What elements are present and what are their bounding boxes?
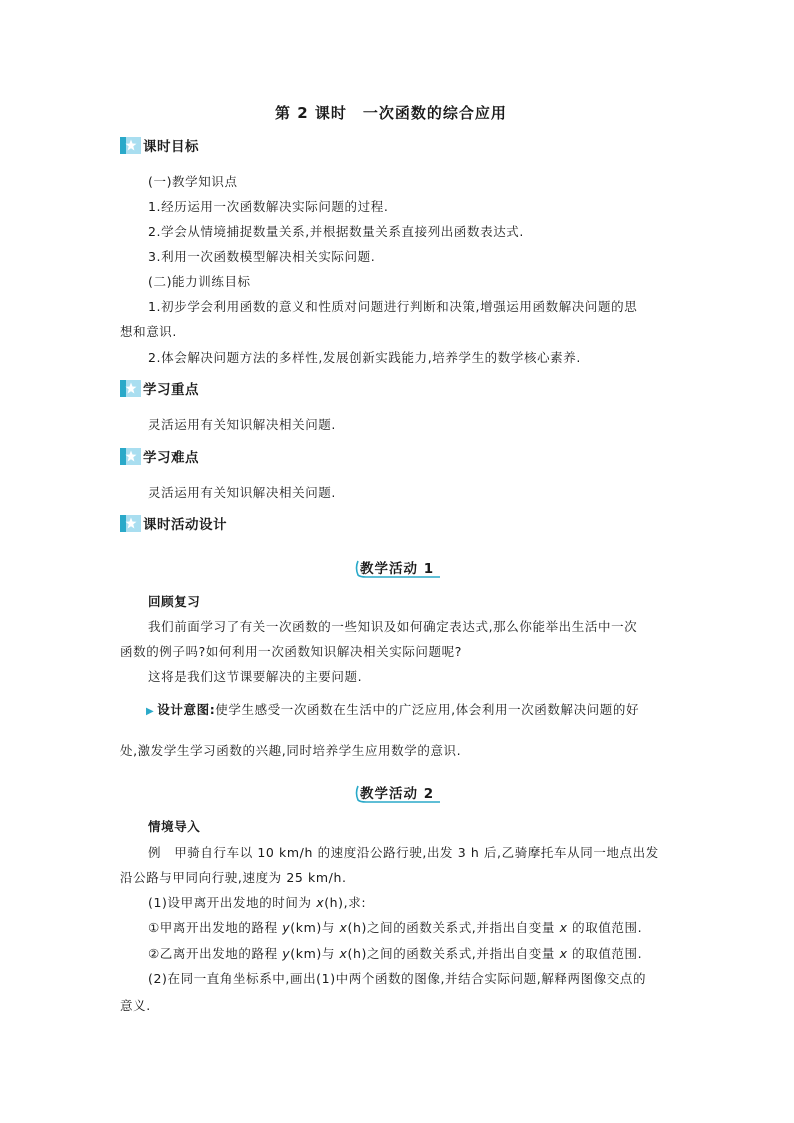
example-text: 例 甲骑自行车以 10 km/h 的速度沿公路行驶,出发 3 h 后,乙骑摩托车从同一地点出发 — [148, 845, 659, 860]
design-intent-label: 设计意图: — [157, 702, 216, 717]
text: (1)设甲离开出发地的时间为 — [148, 895, 317, 910]
activity-title: 教学活动 1 — [360, 561, 435, 577]
text: ①甲离开出发地的路程 — [148, 920, 283, 935]
text: (h)之间的函数关系式,并指出自变量 — [347, 946, 560, 961]
text: (h),求: — [324, 895, 367, 910]
math-var: y — [282, 920, 291, 935]
design-intent-text: 使学生感受一次函数在生活中的广泛应用,体会利用一次函数解决问题的好 — [215, 702, 640, 717]
star-badge-icon — [120, 137, 141, 154]
intro-subheading: 情境导入 — [148, 819, 201, 834]
question-1 — [148, 893, 366, 911]
question-2-continued: 意义. — [120, 998, 151, 1013]
section-title: 学习难点 — [143, 450, 199, 466]
knowledge-item: 2.学会从情境捕捉数量关系,并根据数量关系直接列出函数表达式. — [148, 224, 524, 239]
text: 的取值范围. — [567, 946, 643, 961]
text: (km)与 — [290, 920, 340, 935]
paragraph: 我们前面学习了有关一次函数的一些知识及如何确定表达式,那么你能举出生活中一次 — [148, 619, 638, 634]
knowledge-item: 3.利用一次函数模型解决相关实际问题. — [148, 249, 376, 264]
activity-1-label — [354, 555, 442, 581]
knowledge-title: (一)教学知识点 — [148, 174, 238, 189]
math-var: x — [559, 920, 568, 935]
section-title: 课时目标 — [143, 139, 199, 155]
math-var: y — [282, 946, 291, 961]
key-points-text: 灵活运用有关知识解决相关问题. — [148, 417, 336, 432]
activity-title: 教学活动 2 — [360, 786, 435, 802]
section-header-objectives — [120, 135, 199, 155]
star-badge-icon — [120, 448, 141, 465]
star-badge-icon — [120, 515, 141, 532]
review-subheading: 回顾复习 — [148, 594, 201, 609]
math-var: x — [316, 895, 325, 910]
section-header-activity-design — [120, 513, 227, 533]
design-intent — [146, 700, 639, 718]
section-title: 学习重点 — [143, 382, 199, 398]
star-badge-icon — [120, 380, 141, 397]
ability-title: (二)能力训练目标 — [148, 274, 251, 289]
knowledge-item: 1.经历运用一次函数解决实际问题的过程. — [148, 199, 389, 214]
question-1-part-i — [148, 918, 642, 936]
section-title: 课时活动设计 — [143, 517, 227, 533]
paragraph-continued: 函数的例子吗?如何利用一次函数知识解决相关实际问题呢? — [120, 644, 462, 659]
math-var: x — [339, 946, 348, 961]
activity-2-label — [354, 780, 442, 806]
text: ②乙离开出发地的路程 — [148, 946, 283, 961]
text: (km)与 — [290, 946, 340, 961]
page-title: 第 2 课时 一次函数的综合应用 — [275, 104, 507, 122]
difficulties-text: 灵活运用有关知识解决相关问题. — [148, 485, 336, 500]
ability-item-continued: 想和意识. — [120, 324, 177, 339]
question-2: (2)在同一直角坐标系中,画出(1)中两个函数的图像,并结合实际问题,解释两图像交点的 — [148, 971, 647, 986]
text: (h)之间的函数关系式,并指出自变量 — [347, 920, 560, 935]
example-text-continued: 沿公路与甲同向行驶,速度为 25 km/h. — [120, 870, 347, 885]
triangle-icon: ▶ — [146, 706, 155, 717]
ability-item: 1.初步学会利用函数的意义和性质对问题进行判断和决策,增强运用函数解决问题的思 — [148, 299, 638, 314]
section-header-key-points — [120, 378, 199, 398]
text: 的取值范围. — [567, 920, 643, 935]
math-var: x — [559, 946, 568, 961]
ability-item: 2.体会解决问题方法的多样性,发展创新实践能力,培养学生的数学核心素养. — [148, 350, 581, 365]
paragraph: 这将是我们这节课要解决的主要问题. — [148, 669, 363, 684]
section-header-difficulties — [120, 446, 199, 466]
question-1-part-ii — [148, 944, 642, 962]
design-intent-continued: 处,激发学生学习函数的兴趣,同时培养学生应用数学的意识. — [120, 743, 462, 758]
math-var: x — [339, 920, 348, 935]
